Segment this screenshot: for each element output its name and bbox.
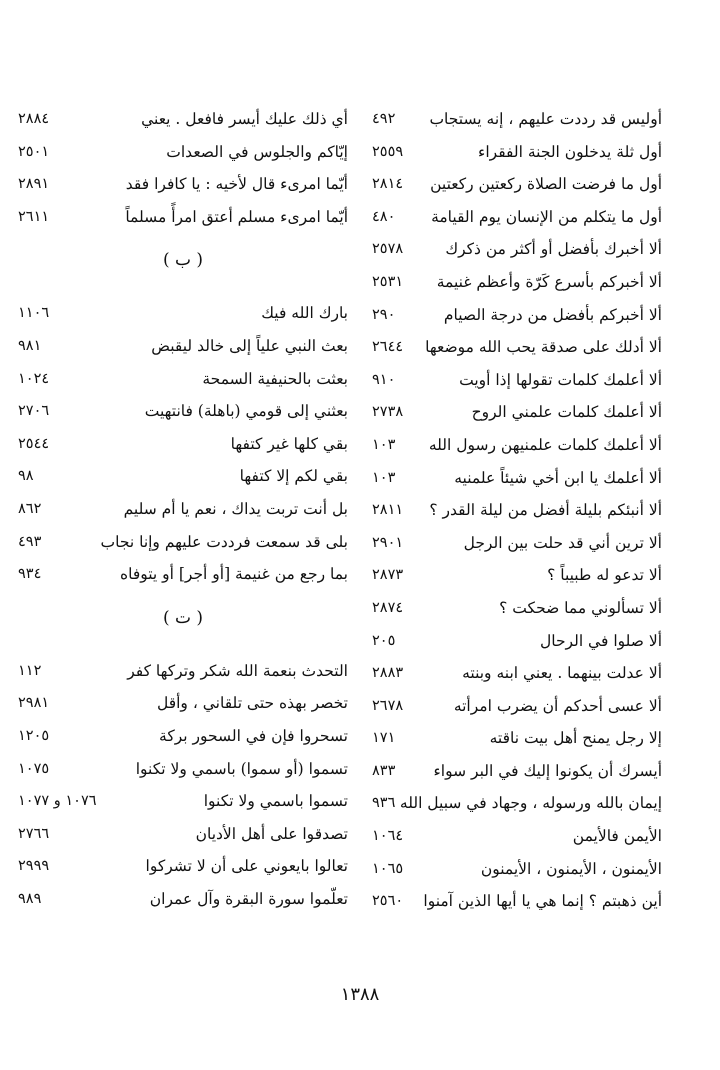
entry-number: ٨٦٢ [18,500,42,517]
entry-text: تصدقوا على أهل الأديان [195,824,348,843]
index-entry [18,688,348,721]
index-entry [372,691,662,724]
entry-number: ٩١٠ [372,371,396,388]
index-entry [372,332,662,365]
index-entry [372,365,662,398]
entry-number: ٢٨١٤ [372,176,404,193]
left-column [18,104,348,916]
entry-text: أيّما امرىء قال لأخيه : يا كافرا فقد [125,175,348,194]
entry-number: ١١٠٦ [18,305,50,322]
index-entry [372,169,662,202]
entry-number: ٢٩٠ [372,306,396,323]
index-entry [18,137,348,170]
index-entry [18,429,348,462]
entry-number: ١٠٣ [372,469,396,486]
entry-number: ٢٦١١ [18,208,50,225]
index-entry [372,104,662,137]
entry-number: ٢٧٦٦ [18,825,50,842]
entry-text: بقي كلها غير كتفها [230,434,348,453]
entry-text: أي ذلك عليك أيسر فافعل . يعني [141,110,348,128]
index-entry [18,786,348,819]
index-entry [18,104,348,137]
entry-number: ٢٦٤٤ [372,339,404,356]
entry-text: إيمان بالله ورسوله ، وجهاد في سبيل الله [399,794,662,813]
index-entry [372,267,662,300]
entry-text: ألا عدلت بينهما . يعني ابنه وبنته [462,664,662,683]
index-entry [18,169,348,202]
entry-text: ألا عسى أحدكم أن يضرب امرأته [453,696,662,715]
entry-text: بل أنت تربت يداك ، نعم يا أم سليم [123,499,348,518]
entry-number: ١١٢ [18,662,42,679]
entry-number: ١٠٢٤ [18,370,50,387]
entry-number: ٩٣٦ [372,795,396,812]
entry-number: ٢٥٦٠ [372,893,404,910]
index-entry [372,886,662,919]
entry-number: ٢٩٨١ [18,695,50,712]
entry-text: ألا أنبئكم بليلة أفضل من ليلة القدر ؟ [429,501,662,520]
entry-text: بلى قد سمعت فرددت عليهم وإنا نجاب [100,532,348,551]
index-entry [18,721,348,754]
index-entry [372,528,662,561]
index-entry [372,560,662,593]
entry-text: ألا أخبركم بأسرع كَرّة وأعظم غنيمة [436,272,662,291]
entry-number: ١٧١ [372,730,396,747]
entry-number: ٢٨٩١ [18,176,50,193]
index-entry [372,397,662,430]
entry-text: التحدث بنعمة الله شكر وتركها كفر [127,661,348,680]
entry-text: بعثني إلى قومي (باهلة) فانتهيت [144,402,348,421]
index-entry [372,202,662,235]
left-column-ba-entries [18,298,348,591]
entry-number: ١٢٠٥ [18,727,50,744]
index-entry [18,884,348,917]
entry-number: ٩٣٤ [18,566,42,583]
index-entry [18,754,348,787]
entry-text: تعلّموا سورة البقرة وآل عمران [149,889,348,908]
index-entry [372,821,662,854]
section-heading-ta [18,592,348,656]
right-column [372,104,662,919]
entry-number: ٢٧٣٨ [372,404,404,421]
entry-number: ٢٠٥ [372,632,396,649]
index-entry [18,527,348,560]
entry-text: بما رجع من غنيمة [أو أجر] أو يتوفاه [119,565,348,584]
entry-number: ٢٧٠٦ [18,403,50,420]
entry-number: ١٠٧٥ [18,760,50,777]
entry-text: ألا تدعو له طبيباً ؟ [547,566,662,585]
index-entry [18,851,348,884]
entry-number: ٢٥٠١ [18,143,50,160]
entry-number: ٢٥٥٩ [372,143,404,160]
entry-text: بقي لكم إلا كتفها [239,467,348,486]
entry-text: تسموا (أو سموا) باسمي ولا تكنوا [135,759,348,778]
entry-text: أين ذهبتم ؟ إنما هي يا أيها الذين آمنوا [423,892,662,911]
entry-number: ٢٨٨٤ [18,111,50,127]
index-entry [372,658,662,691]
entry-number: ٢٥٧٨ [372,241,404,258]
index-entry [18,396,348,429]
entry-text: الأيمن فالأيمن [572,827,662,846]
entry-text: تعالوا بايعوني على أن لا تشركوا [145,857,348,876]
section-ta-title: ( ت ) [162,607,204,628]
index-entry [372,593,662,626]
index-entry [372,756,662,789]
index-entry [372,463,662,496]
entry-text: ألا أعلمك كلمات علمني الروح [471,403,662,422]
section-ba-title: ( ب ) [162,250,204,271]
entry-text: تخصر بهذه حتى تلقاني ، وأقل [156,694,348,713]
entry-text: تسموا باسمي ولا تكنوا [203,792,348,811]
page-number: ١٣٨٨ [340,984,380,1005]
index-entry [18,494,348,527]
index-entry [372,234,662,267]
index-entry [372,300,662,333]
index-entry [18,461,348,494]
left-column-top-entries [18,104,348,234]
entry-number: ٨٣٣ [372,762,396,779]
entry-number: ٢٥٤٤ [18,435,50,452]
section-heading-ba [18,234,348,298]
index-entry [18,364,348,397]
index-entry [18,559,348,592]
index-entry [372,430,662,463]
entry-text: إلا رجل يمنح أهل بيت ناقته [489,729,662,748]
entry-number: ٤٨٠ [372,208,396,225]
entry-number: ٩٨ [18,468,34,485]
entry-text: أيّما امرىء مسلم أعتق امرأً مسلماً [125,207,348,226]
entry-number: ٢٦٧٨ [372,697,404,714]
entry-text: ألا أعلمك يا ابن أخي شيئاً علمنيه [454,468,662,487]
entry-number: ٩٨١ [18,337,42,354]
entry-number: ٢٨٨٣ [372,665,404,682]
index-entry [372,854,662,887]
index-entry [372,137,662,170]
entry-number: ٢٨١١ [372,502,404,519]
entry-text: ألا أدلك على صدقة يحب الله موضعها [425,338,662,357]
entry-number: ٢٨٧٤ [372,599,404,616]
index-entry [372,495,662,528]
entry-text: أول ما فرضت الصلاة ركعتين ركعتين [430,175,662,194]
entry-number: ٢٩٠١ [372,534,404,551]
entry-text: إيّاكم والجلوس في الصعدات [166,142,348,161]
entry-text: أول ثلة يدخلون الجنة الفقراء [478,142,662,161]
entry-number: ١٠٦٤ [372,828,404,845]
index-entry [372,723,662,756]
index-entry [18,202,348,235]
index-entry [18,331,348,364]
index-entry [18,298,348,331]
entry-text: بعث النبي علياً إلى خالد ليقبض [151,336,348,355]
entry-number: ٤٩٢ [372,111,396,127]
entry-text: بعثت بالحنيفية السمحة [202,369,348,388]
entry-text: ألا أعلمك كلمات علمنيهن رسول الله [428,435,662,454]
entry-number: ٤٩٣ [18,533,42,550]
entry-text: الأيمنون ، الأيمنون ، الأيمنون [480,859,662,878]
entry-text: بارك الله فيك [261,304,348,323]
entry-number: ١٠٣ [372,436,396,453]
entry-text: ألا أخبرك بأفضل أو أكثر من ذكرك [445,240,662,259]
entry-text: ألا تسألوني مما ضحكت ؟ [499,598,662,617]
index-entry [18,656,348,689]
entry-text: أول ما يتكلم من الإنسان يوم القيامة [431,207,662,226]
entry-text: أيسرك أن يكونوا إليك في البر سواء [433,761,662,780]
entry-number: ١٠٦٥ [372,860,404,877]
entry-number: ٢٩٩٩ [18,858,50,875]
entry-text: أوليس قد رددت عليهم ، إنه يستجاب [429,110,662,128]
index-entry [372,788,662,821]
entry-text: ألا أخبركم بأفضل من درجة الصيام [443,305,662,324]
entry-number: ٩٨٩ [18,890,42,907]
entry-number: ٢٥٣١ [372,273,404,290]
entry-text: تسحروا فإن في السحور بركة [159,726,348,745]
index-entry [372,626,662,659]
entry-text: ألا أعلمك كلمات تقولها إذا أويت [459,370,662,389]
entry-number: ٢٨٧٣ [372,567,404,584]
entry-text: ألا صلوا في الرحال [539,631,662,650]
entry-number: ١٠٧٦ و ١٠٧٧ [18,793,97,810]
left-column-ta-entries [18,656,348,917]
entry-text: ألا ترين أني قد حلت بين الرجل [463,533,662,552]
index-entry [18,819,348,852]
